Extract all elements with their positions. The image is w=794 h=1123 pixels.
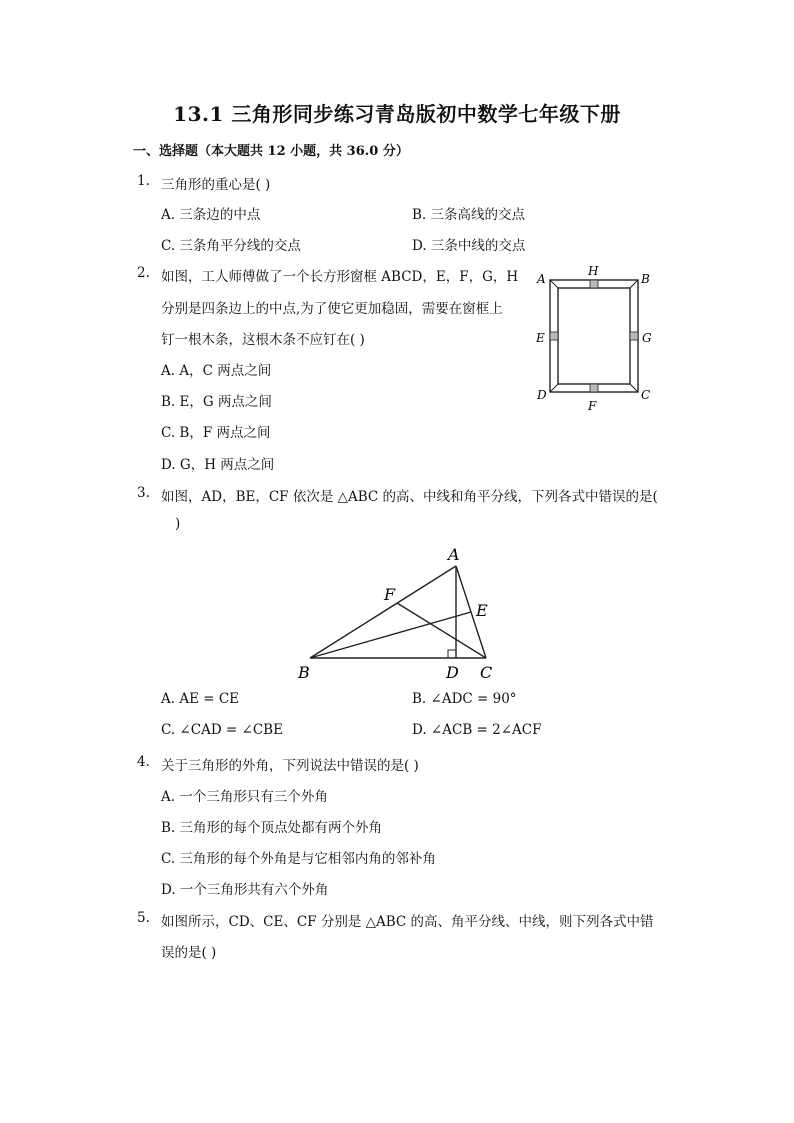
label-b: B [641, 272, 650, 286]
option-a[interactable]: A. AE = CE [161, 691, 240, 707]
question-stem-line: 分别是四条边上的中点,为了使它更加稳固，需要在窗框上 [161, 301, 503, 317]
label-g: G [642, 331, 652, 345]
label-d: D [446, 663, 459, 682]
option-c[interactable]: C. 三角形的每个外角是与它相邻内角的邻补角 [161, 851, 436, 867]
label-e: E [476, 601, 488, 620]
question-stem: 三角形的重心是( ) [161, 177, 271, 193]
question-number: 4. [137, 754, 150, 770]
triangle-abc-figure [290, 538, 510, 688]
label-f: F [588, 399, 597, 413]
midpoint-h-block [590, 280, 598, 288]
question-number: 5. [137, 910, 150, 926]
option-c[interactable]: C. B，F 两点之间 [161, 425, 271, 441]
label-c: C [480, 663, 493, 682]
option-a[interactable]: A. 一个三角形只有三个外角 [161, 789, 328, 805]
question-number: 1. [137, 173, 150, 189]
question-stem-line: ) [175, 516, 181, 532]
option-c[interactable]: C. 三条角平分线的交点 [161, 238, 301, 254]
label-h: H [588, 264, 599, 278]
question-number: 2. [137, 265, 150, 281]
option-b[interactable]: B. 三角形的每个顶点处都有两个外角 [161, 820, 383, 836]
page-title: 13.1 三角形同步练习青岛版初中数学七年级下册 [173, 102, 621, 126]
midpoint-f-block [590, 384, 598, 392]
question-stem-line: 如图，工人师傅做了一个长方形窗框 ABCD，E，F，G，H [161, 269, 519, 285]
option-d[interactable]: D. 一个三角形共有六个外角 [161, 882, 329, 898]
question-stem-line: 钉一根木条，这根木条不应钉在( ) [161, 332, 365, 348]
median-be [310, 612, 471, 658]
right-angle-mark [448, 650, 456, 658]
label-c: C [641, 388, 651, 402]
question-stem-line: 如图，AD，BE，CF 依次是 △ABC 的高、中线和角平分线，下列各式中错误的是( [161, 489, 658, 505]
option-c[interactable]: C. ∠CAD = ∠CBE [161, 722, 283, 738]
label-d: D [537, 388, 547, 402]
option-d[interactable]: D. ∠ACB = 2∠ACF [412, 722, 542, 738]
midpoint-e-block [550, 332, 558, 340]
label-e: E [536, 331, 545, 345]
label-b: B [298, 663, 310, 682]
midpoint-g-block [630, 332, 638, 340]
option-a[interactable]: A. 三条边的中点 [161, 207, 261, 223]
label-a: A [448, 545, 460, 564]
bisector-cf [397, 603, 486, 658]
option-b[interactable]: B. E，G 两点之间 [161, 394, 272, 410]
frame-inner [558, 288, 630, 384]
window-frame-figure [530, 262, 660, 414]
option-b[interactable]: B. 三条高线的交点 [412, 207, 526, 223]
option-d[interactable]: D. G，H 两点之间 [161, 457, 275, 473]
label-a: A [537, 272, 546, 286]
question-stem-line: 如图所示，CD、CE、CF 分别是 △ABC 的高、角平分线、中线，则下列各式中错 [161, 914, 654, 930]
question-stem-line: 误的是( ) [161, 945, 217, 961]
question-stem: 关于三角形的外角，下列说法中错误的是( ) [161, 758, 419, 774]
question-number: 3. [137, 485, 150, 501]
option-a[interactable]: A. A，C 两点之间 [161, 363, 272, 379]
option-d[interactable]: D. 三条中线的交点 [412, 238, 526, 254]
option-b[interactable]: B. ∠ADC = 90° [412, 691, 517, 707]
section-heading: 一、选择题（本大题共 12 小题，共 36.0 分） [133, 144, 409, 159]
frame-outer [550, 280, 638, 392]
label-f: F [384, 585, 396, 604]
segment-ab [310, 566, 456, 658]
